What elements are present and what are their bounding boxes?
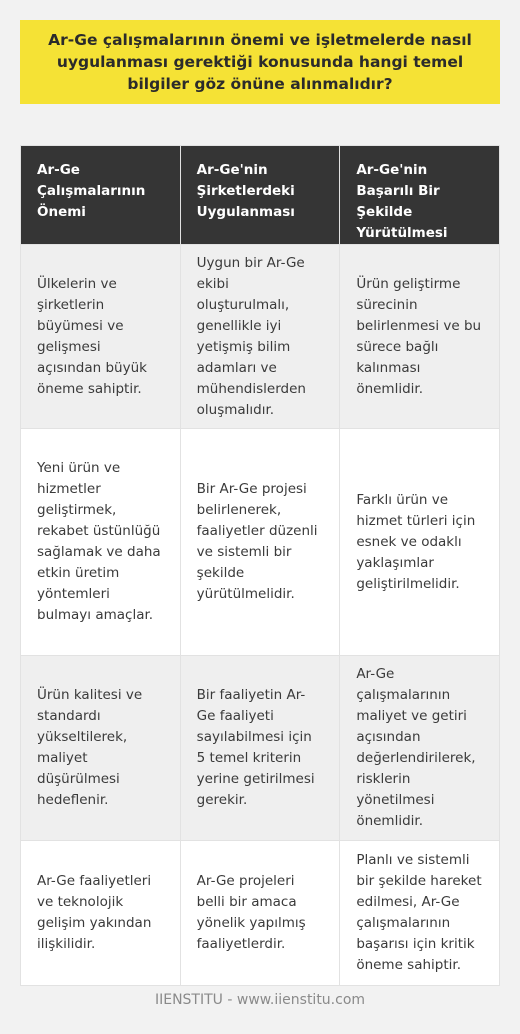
- page-title: Ar-Ge çalışmalarının önemi ve işletmelerde nasıl uygulanması gerektiği konusunda hangi temel bilgiler göz önüne alınmalıdır?: [48, 31, 472, 93]
- info-table: [20, 145, 500, 986]
- table-body: [21, 245, 500, 986]
- column-header-importance: Ar-Ge Çalışmalarının Önemi: [21, 146, 181, 245]
- table-row: [21, 656, 500, 841]
- footer-credit: IIENSTITU - www.iienstitu.com: [154, 992, 366, 1008]
- table-cell: Yeni ürün ve hizmetler geliştirmek, rekabet üstünlüğü sağlamak ve daha etkin üretim yöntemleri bulmayı amaçlar.: [21, 429, 181, 656]
- table-row: [21, 429, 500, 656]
- table-row: [21, 841, 500, 986]
- table-cell: Ürün geliştirme sürecinin belirlenmesi ve bu sürece bağlı kalınması önemlidir.: [340, 245, 500, 429]
- table-cell: Ar-Ge faaliyetleri ve teknolojik gelişim yakından ilişkilidir.: [21, 841, 181, 986]
- table-cell: Ar-Ge projeleri belli bir amaca yönelik yapılmış faaliyetlerdir.: [180, 841, 340, 986]
- table-cell: Uygun bir Ar-Ge ekibi oluşturulmalı, genellikle iyi yetişmiş bilim adamları ve mühendislerden oluşmalıdır.: [180, 245, 340, 429]
- column-header-success: Ar-Ge'nin Başarılı Bir Şekilde Yürütülmesi: [340, 146, 500, 245]
- table-cell: Ülkelerin ve şirketlerin büyümesi ve gelişmesi açısından büyük öneme sahiptir.: [21, 245, 181, 429]
- table-cell: Bir faaliyetin Ar-Ge faaliyeti sayılabilmesi için 5 temel kriterin yerine getirilmesi gerekir.: [180, 656, 340, 841]
- header-row: [21, 146, 500, 245]
- table-cell: Ürün kalitesi ve standardı yükseltilerek, maliyet düşürülmesi hedeflenir.: [21, 656, 181, 841]
- table-cell: Planlı ve sistemli bir şekilde hareket edilmesi, Ar-Ge çalışmalarının başarısı için kritik öneme sahiptir.: [340, 841, 500, 986]
- table-cell: Bir Ar-Ge projesi belirlenerek, faaliyetler düzenli ve sistemli bir şekilde yürütülmelidir.: [180, 429, 340, 656]
- column-header-implementation: Ar-Ge'nin Şirketlerdeki Uygulanması: [180, 146, 340, 245]
- table-header: [21, 146, 500, 245]
- table-row: [21, 245, 500, 429]
- table-cell: Ar-Ge çalışmalarının maliyet ve getiri açısından değerlendirilerek, risklerin yönetilmesi önemlidir.: [340, 656, 500, 841]
- title-banner: [20, 20, 500, 104]
- table-cell: Farklı ürün ve hizmet türleri için esnek ve odaklı yaklaşımlar geliştirilmelidir.: [340, 429, 500, 656]
